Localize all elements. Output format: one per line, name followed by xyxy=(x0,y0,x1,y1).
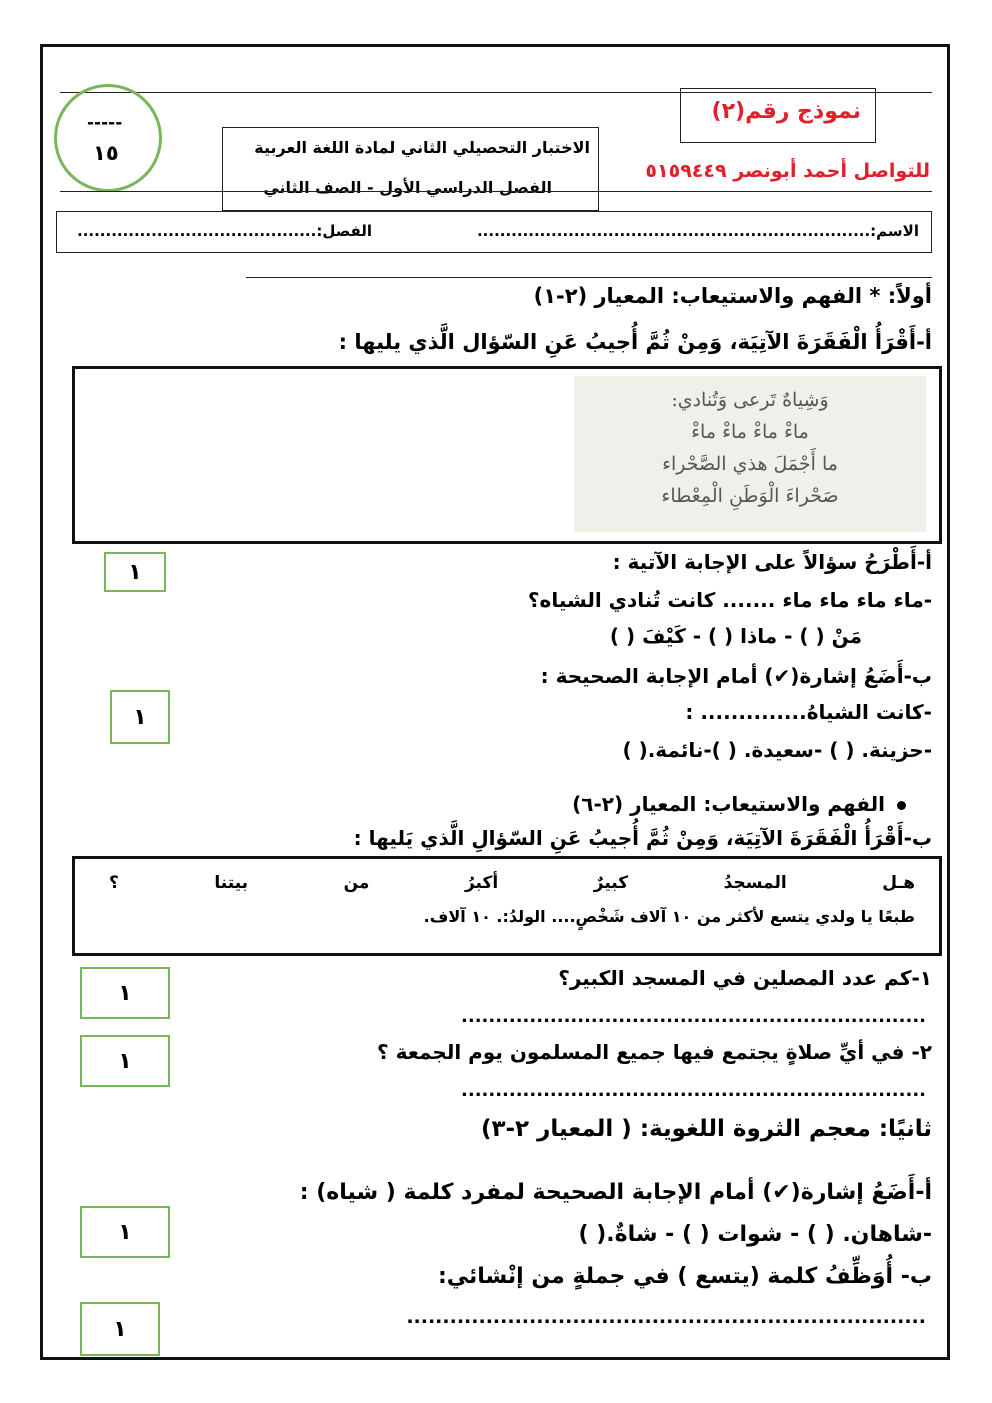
passage2-line1: هـل المسجدُ كبيرٌ أكبرُ من بيتنا ؟ xyxy=(109,873,915,893)
score-box-2: ١ xyxy=(110,690,170,744)
poem-line-4: صَحْراءَ الْوَطَنِ الْمِعْطاء xyxy=(661,485,839,507)
q2-2-answer[interactable]: .................................................................... xyxy=(461,1080,926,1101)
bullet-icon xyxy=(897,801,906,810)
score-box-5: ١ xyxy=(80,1206,170,1258)
total-marks: ١٥ xyxy=(93,141,119,165)
section1b-title: الفهم والاستيعاب: المعيار (٢-٦) xyxy=(572,792,885,816)
grade-blank: ----- xyxy=(87,113,123,133)
q2-1: ١-كم عدد المصلين في المسجد الكبير؟ xyxy=(558,966,932,990)
section1b-instruction: ب-أَقْرَأُ الْفَقَرَةَ الآتِيَة، وَمِنْ ثُمَّ أُجيبُ عَنِ السّؤالِ الَّذي يَليها : xyxy=(353,826,932,850)
exam-title: الاختبار التحصيلي الثاني لمادة اللغة العربية xyxy=(254,138,590,157)
section2-title: ثانيًا: معجم الثروة اللغوية: ( المعيار ٢-٣) xyxy=(480,1116,932,1142)
q1b-stem: -كانت الشياهُ.............. : xyxy=(685,700,932,724)
name-field[interactable]: الاسم:..................................................................... xyxy=(476,222,919,240)
section2-qb-title: ب- أُوَظِّفُ كلمة (يتسع ) في جملةٍ من إنْشائي: xyxy=(437,1264,932,1289)
q1b-options[interactable]: -حزينة. ( ) -سعيدة. ( )-نائمة.( ) xyxy=(622,738,932,762)
q1a-options[interactable]: مَنْ ( ) - ماذا ( ) - كَيْفَ ( ) xyxy=(609,624,862,648)
score-box-6: ١ xyxy=(80,1302,160,1356)
model-box xyxy=(680,88,876,143)
q2-1-answer[interactable]: .................................................................... xyxy=(461,1006,926,1027)
q1b-title: ب-أَضَعُ إشارة(✔) أمام الإجابة الصحيحة : xyxy=(540,664,932,688)
poem-line-2: ماءْ ماءْ ماءْ ماءْ xyxy=(691,421,809,443)
section2-qa-title: أ-أَضَعُ إشارة(✔) أمام الإجابة الصحيحة لمفرد كلمة ( شياه) : xyxy=(299,1180,932,1205)
passage2-box xyxy=(72,856,942,956)
section1b-title-row xyxy=(572,792,906,816)
section1-instruction: أ-أَقْرَأُ الْفَقَرَةَ الآتِيَة، وَمِنْ ثُمَّ أُجيبُ عَنِ السّؤال الَّذي يليها : xyxy=(338,330,932,354)
q2-2: ٢- في أيِّ صلاةٍ يجتمع فيها جميع المسلمون يوم الجمعة ؟ xyxy=(377,1040,932,1064)
model-label: نموذج رقم(٢) xyxy=(711,99,861,124)
exam-title-box xyxy=(222,127,599,211)
q1a-title: أ-أَطْرَحُ سؤالاً على الإجابة الآتية : xyxy=(612,550,932,574)
q1a-line: -ماء ماء ماء ماء ....... كانت تُنادي الشياه؟ xyxy=(527,588,932,612)
class-field[interactable]: الفصل:.......................................... xyxy=(77,222,373,240)
contact-line: للتواصل أحمد أبونصر ٥١٥٩٤٤٩ xyxy=(645,160,930,182)
section1-title: أولاً: * الفهم والاستيعاب: المعيار (٢-١) xyxy=(533,284,932,308)
poem-line-1: وَشِياهٌ تَرعى وَتُنادي: xyxy=(671,389,829,411)
poem-line-3: ما أَجْمَلَ هذي الصَّحْراء xyxy=(662,453,838,475)
student-info-box xyxy=(56,211,932,253)
passage2-line2: طبعًا يا ولدي يتسع لأكثر من ١٠ آلاف شَخْصٍ.... الولدُ:. ١٠ آلاف. xyxy=(423,907,915,926)
score-box-3: ١ xyxy=(80,967,170,1019)
score-box-1: ١ xyxy=(104,552,166,592)
section2-qb-answer[interactable]: ........................................................................ xyxy=(406,1306,926,1328)
section2-qa-options[interactable]: -شاهان. ( ) - شوات ( ) - شاةٌ.( ) xyxy=(578,1222,932,1247)
grade-circle xyxy=(54,84,162,192)
poem-image xyxy=(574,376,926,532)
score-box-4: ١ xyxy=(80,1035,170,1087)
semester-line: الفصل الدراسي الأول - الصف الثاني xyxy=(263,178,552,197)
header-bottom-rule xyxy=(60,191,932,192)
section-rule xyxy=(246,277,932,278)
